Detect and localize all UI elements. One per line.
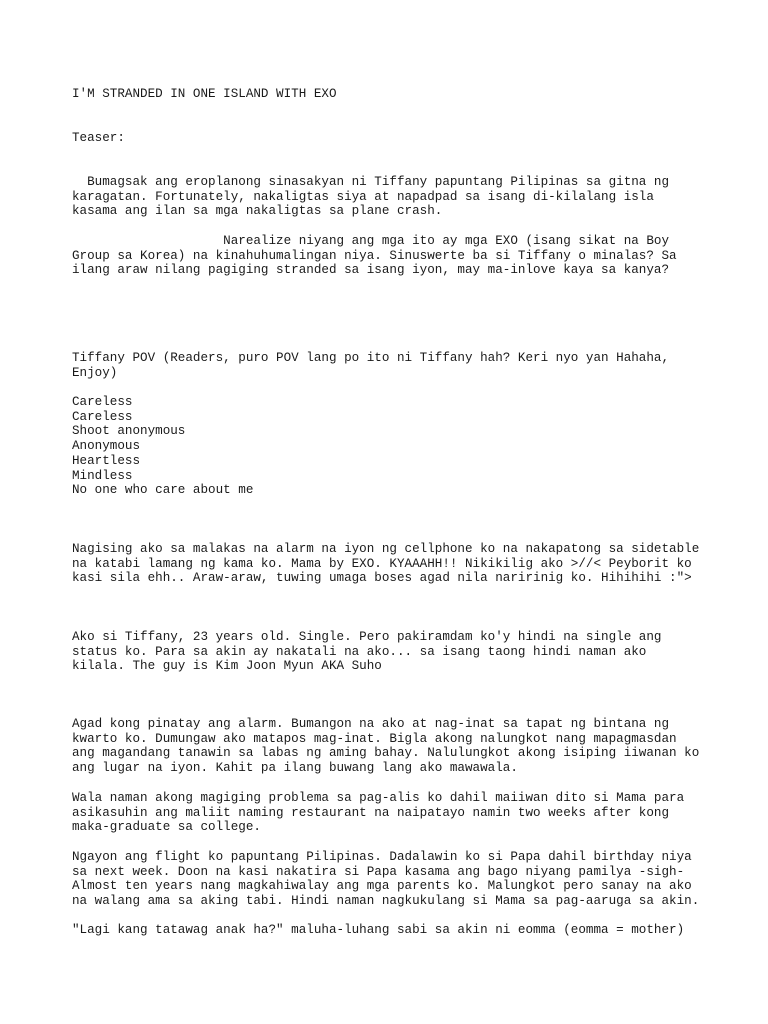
song-line: Mindless bbox=[72, 468, 133, 483]
song-line: Heartless bbox=[72, 453, 141, 468]
body-paragraph-2: Ako si Tiffany, 23 years old. Single. Pero pakiramdam ko'y hindi na single ang status ko. Para sa akin ay nakatali na ako... sa isang taong hindi naman ako kilala. The guy is Kim Joon Myun AKA Suho bbox=[72, 630, 662, 674]
song-line: Anonymous bbox=[72, 439, 141, 454]
body-paragraph-4: Wala naman akong magiging problema sa pag-alis ko dahil maiiwan dito si Mama para asikasuhin ang maliit naming restaurant na naipatayo namin two weeks after kong maka-graduate sa college. bbox=[72, 791, 685, 835]
song-line: Careless bbox=[72, 395, 133, 409]
body-paragraph-5: Ngayon ang flight ko papuntang Pilipinas. Dadalawin ko si Papa dahil birthday niya sa next week. Doon na kasi nakatira si Papa kasama ang bago niyang pamilya -sigh- Almost ten years nang magkahiwalay ang mga parents ko. Malungkot pero sanay na ako na walang ama sa aking tabi. Hindi naman nagkukulang si Mama sa pag-aaruga sa akin. bbox=[72, 850, 700, 909]
pov-line: Tiffany POV (Readers, puro POV lang po ito ni Tiffany hah? Keri nyo yan Hahaha, Enjoy) bbox=[72, 351, 670, 380]
body-paragraph-6: "Lagi kang tatawag anak ha?" maluha-luhang sabi sa akin ni eomma (eomma = mother) bbox=[72, 923, 685, 937]
body-paragraph-3: Agad kong pinatay ang alarm. Bumangon na ako at nag-inat sa tapat ng bintana ng kwarto ko. Dumungaw ako matapos mag-inat. Bigla akong nalungkot nang mapagmasdan ang magandang tanawin sa labas ng aming bahay. Nalulungkot akong isiping iiwanan ko ang lugar na iyon. Kahit pa ilang buwang lang ako mawawala. bbox=[72, 717, 700, 776]
song-line: Shoot anonymous bbox=[72, 424, 186, 439]
teaser-label: Teaser: bbox=[72, 131, 125, 145]
song-line: Careless bbox=[72, 409, 133, 424]
song-line: No one who care about me bbox=[72, 483, 254, 498]
teaser-paragraph-2: Narealize niyang ang mga ito ay mga EXO (isang sikat na Boy Group sa Korea) na kinahuhumalingan niya. Sinuswerte ba si Tiffany o minalas? Sa ilang araw nilang pagiging stranded sa isang iyon, may ma-inlove kaya sa kanya? bbox=[72, 234, 677, 278]
document-title: I'M STRANDED IN ONE ISLAND WITH EXO bbox=[72, 87, 337, 101]
body-paragraph-1: Nagising ako sa malakas na alarm na iyon ng cellphone ko na nakapatong sa sidetable na katabi lamang ng kama ko. Mama by EXO. KYAAAHH!! Nikikilig ako >//< Peyborit ko kasi sila ehh.. Araw-araw, tuwing umaga boses agad nila naririnig ko. Hihihihi :"> bbox=[72, 542, 700, 586]
teaser-paragraph-1: Bumagsak ang eroplanong sinasakyan ni Tiffany papuntang Pilipinas sa gitna ng karagatan. Fortunately, nakaligtas siya at napadpad sa isang di-kilalang isla kasama ang ilan sa mga nakaligtas sa plane crash. bbox=[72, 175, 670, 219]
